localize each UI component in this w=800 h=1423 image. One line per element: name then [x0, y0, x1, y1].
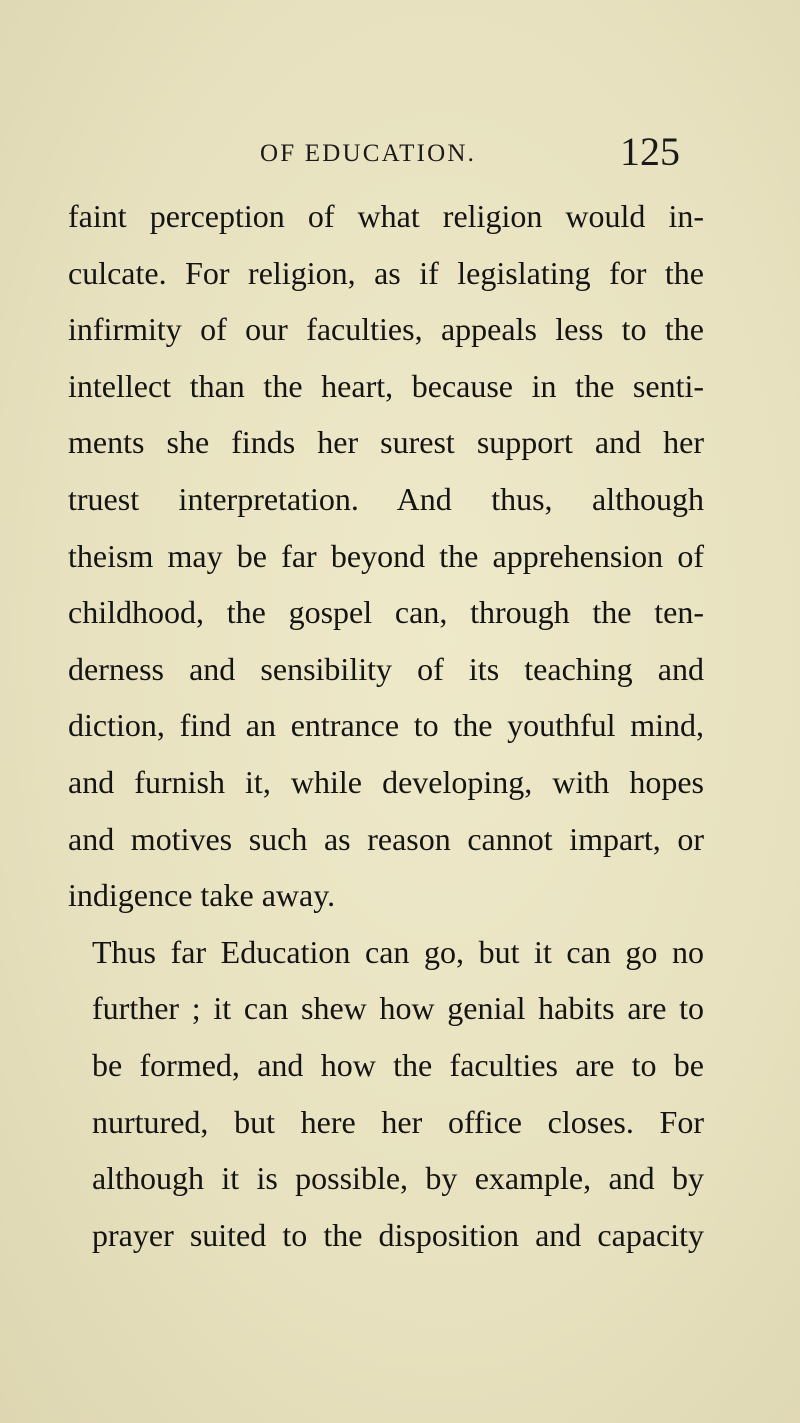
text-line: be formed, and how the faculties are to be [92, 1046, 704, 1083]
text-line: and furnish it, while developing, with hopes [68, 763, 704, 800]
text-line: and motives such as reason cannot impart, or [68, 820, 704, 857]
page-header [0, 128, 800, 188]
text-line-paragraph-start: Thus far Education can go, but it can go no [92, 933, 704, 970]
text-line: culcate. For religion, as if legislating for the [68, 254, 704, 291]
text-line: intellect than the heart, because in the senti- [68, 367, 704, 404]
text-line: faint perception of what religion would in- [68, 198, 704, 234]
text-line-paragraph-end: indigence take away. [68, 877, 336, 914]
body-text [68, 188, 704, 1263]
text-line: prayer suited to the disposition and capacity [92, 1216, 704, 1253]
text-line: further ; it can shew how genial habits are to [92, 990, 704, 1027]
page-number: 125 [620, 129, 680, 174]
text-line: childhood, the gospel can, through the ten- [68, 594, 704, 631]
text-line: nurtured, but here her office closes. For [92, 1103, 704, 1140]
text-line: truest interpretation. And thus, although [68, 480, 704, 517]
running-head: OF EDUCATION. [260, 140, 477, 167]
text-line: infirmity of our faculties, appeals less to the [68, 311, 704, 348]
text-line: diction, find an entrance to the youthful mind, [68, 707, 704, 744]
text-line: although it is possible, by example, and by [92, 1160, 704, 1197]
text-line: ments she finds her surest support and her [68, 424, 704, 461]
text-line: theism may be far beyond the apprehension of [68, 537, 704, 574]
text-line: derness and sensibility of its teaching and [68, 650, 704, 687]
